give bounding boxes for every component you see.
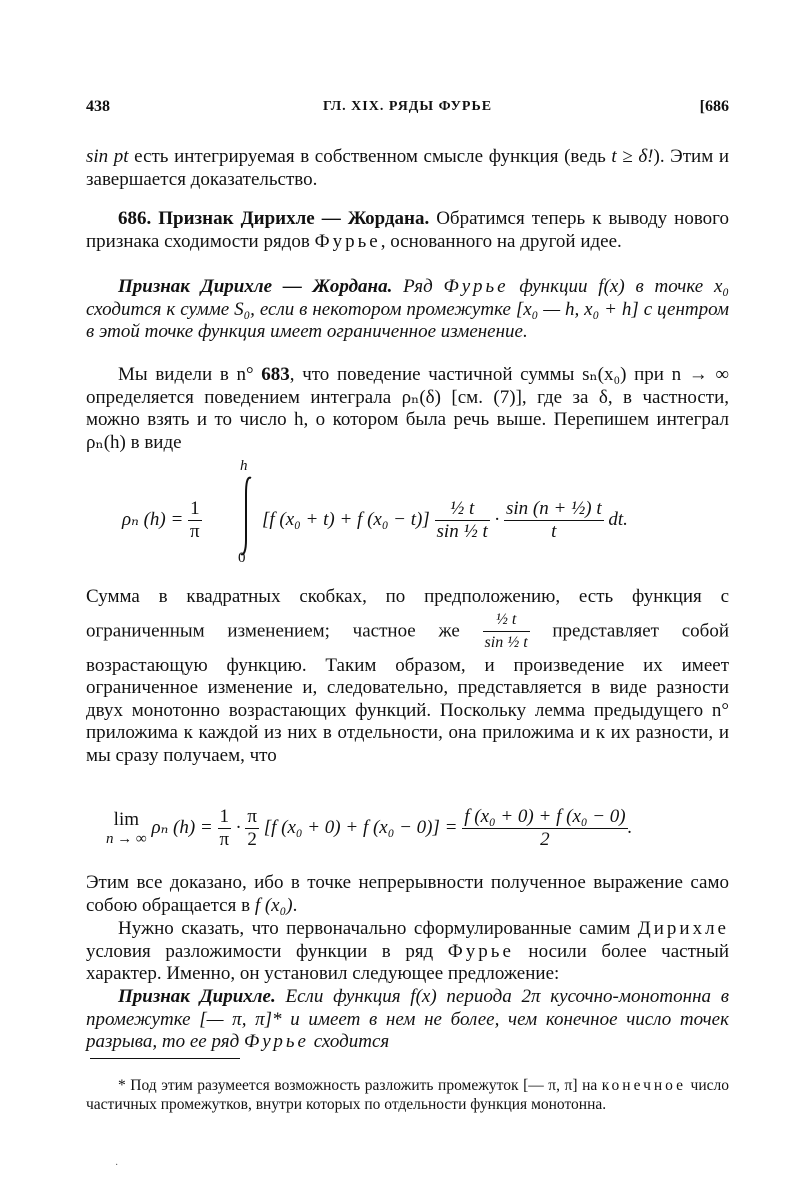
text-run: Обратимся теперь к выводу нового признака сходимости рядов [86, 208, 729, 252]
equation-limit [86, 802, 729, 862]
spaced-word: конечное [601, 1077, 686, 1094]
operator: · [494, 508, 500, 530]
equation-rho-integral [86, 458, 729, 572]
frac-numerator: ½ t [483, 609, 530, 633]
frac-numerator: 1 [188, 498, 202, 521]
theorem-dirichlet-jordan [86, 276, 729, 344]
spaced-name: Фурье [443, 276, 509, 297]
text-run: функции f(x) в точке x₀ сходится к сумме S₀, если в некотором промежутке [x₀ — h, x₀ + h] с центром в этой точке функция имеет ограниченное изменение. [86, 276, 730, 342]
equation-tail: dt. [608, 508, 628, 530]
frac-denominator: 2 [540, 829, 550, 850]
formula-inline: t ≥ δ! [611, 146, 654, 167]
equation-lhs: ρₙ (h) = [122, 508, 189, 530]
paragraph-conclusion [86, 872, 729, 917]
operator: · [235, 816, 241, 838]
equation-lhs: ρₙ (h) = [151, 816, 218, 838]
frac-denominator: t [551, 521, 557, 542]
theorem-dirichlet [86, 986, 729, 1054]
text-run: Если функция f(x) периода 2π кусочно-монотонна в промежутке [— π, π]* и имеет в нем не более, чем конечное число точек разрыва, то ее ряд [86, 986, 729, 1052]
spaced-name: Фурье [243, 1031, 309, 1052]
section-heading: 686. Признак Дирихле — Жордана. [118, 208, 430, 229]
equation-bracket: [f (x₀ + 0) + f (x₀ − 0)] = [263, 816, 463, 838]
frac-numerator: π [247, 806, 257, 827]
footnote [86, 1076, 729, 1114]
text-run: , что поведение частичной суммы sₙ(x₀) при n → ∞ определяется поведением интеграла ρₙ(δ) [см. (7)], где за δ, в частности, можно взять и то число h, о котором была речь выше. Перепишем интеграл ρₙ(h) в виде [86, 364, 729, 453]
spaced-name: Дирихле [637, 918, 729, 939]
theorem-heading: Признак Дирихле — Жордана. [118, 276, 393, 297]
paragraph-bounded-variation [86, 586, 729, 767]
paragraph-history [86, 918, 729, 986]
integral-symbol-icon [238, 474, 258, 558]
limit-operator: lim [113, 809, 140, 830]
formula-inline: sin pt [86, 146, 129, 167]
running-header [86, 98, 729, 124]
text-run: , основанного на другой идее. [380, 230, 622, 252]
text-run: условия разложимости функции в ряд [86, 940, 448, 962]
frac-numerator: sin (n + ½) t [505, 498, 602, 519]
footnote-divider [90, 1058, 240, 1059]
frac-numerator: f (x₀ + 0) + f (x₀ − 0) [464, 806, 626, 827]
text-run: * Под этим разумеется возможность разложить промежуток [— π, π] на [118, 1077, 602, 1094]
text-run: представляет собой возрастающую функцию. Таким образом, и произведение их имеет ограниченное изменение и, следовательно, представляется в виде разности двух монотонно возрастающих функций. Поскольку лемма предыдущего n° приложима к каждой из них в отдельности, она приложима и к их разности, и мы сразу получаем, что [86, 619, 729, 766]
frac-numerator: ½ t [435, 498, 490, 521]
frac-denominator: π [219, 829, 230, 850]
formula-inline: f (x₀) [254, 894, 293, 916]
section-marker: [686 [699, 98, 729, 115]
chapter-title: ГЛ. XIX. РЯДЫ ФУРЬЕ [322, 99, 493, 114]
integral-lower-limit: 0 [238, 550, 246, 566]
text-run: Сумма в квадратных скобках, по предположению, есть функция с ограниченным изменением; частное же [86, 586, 729, 641]
integral-sign [238, 458, 258, 568]
section-686-intro [86, 208, 729, 253]
text-run: . [292, 894, 298, 916]
equation-tail: . [627, 816, 633, 838]
text-run: Мы видели в n° [118, 364, 262, 385]
paragraph-proof-end [86, 146, 729, 191]
spaced-name: Фурье [447, 940, 514, 962]
integral-upper-limit: h [240, 458, 248, 474]
text-run: ). Этим и завершается доказательство. [86, 146, 729, 190]
text-run: число частичных промежутков, внутри которых по отдельности функция монотонна. [86, 1077, 729, 1113]
section-reference: 683 [261, 364, 290, 385]
frac-denominator: 2 [247, 829, 257, 850]
paragraph-partial-sum [86, 364, 729, 454]
spaced-name: Фурье [314, 230, 381, 252]
text-run: Нужно сказать, что первоначально сформулированные самим [118, 918, 638, 939]
frac-denominator: π [190, 521, 200, 542]
scan-speck: · [115, 1160, 119, 1171]
equation-bracket: [f (x₀ + t) + f (x₀ − t)] [262, 508, 430, 530]
frac-denominator: sin ½ t [484, 634, 528, 651]
text-run: Ряд [392, 276, 444, 297]
frac-numerator: 1 [218, 806, 232, 829]
frac-denominator: sin ½ t [436, 521, 488, 542]
page-number: 438 [86, 98, 110, 115]
text-run: сходится [308, 1031, 390, 1052]
text-run: есть интегрируемая в собственном смысле функция (ведь [128, 146, 612, 167]
theorem-heading: Признак Дирихле. [118, 986, 276, 1007]
limit-subscript: n → ∞ [106, 831, 147, 847]
text-run: носили более частный характер. Именно, он установил следующее предложение: [86, 940, 730, 984]
text-run: Этим все доказано, ибо в точке непрерывности полученное выражение само собою обращается в [86, 872, 729, 916]
